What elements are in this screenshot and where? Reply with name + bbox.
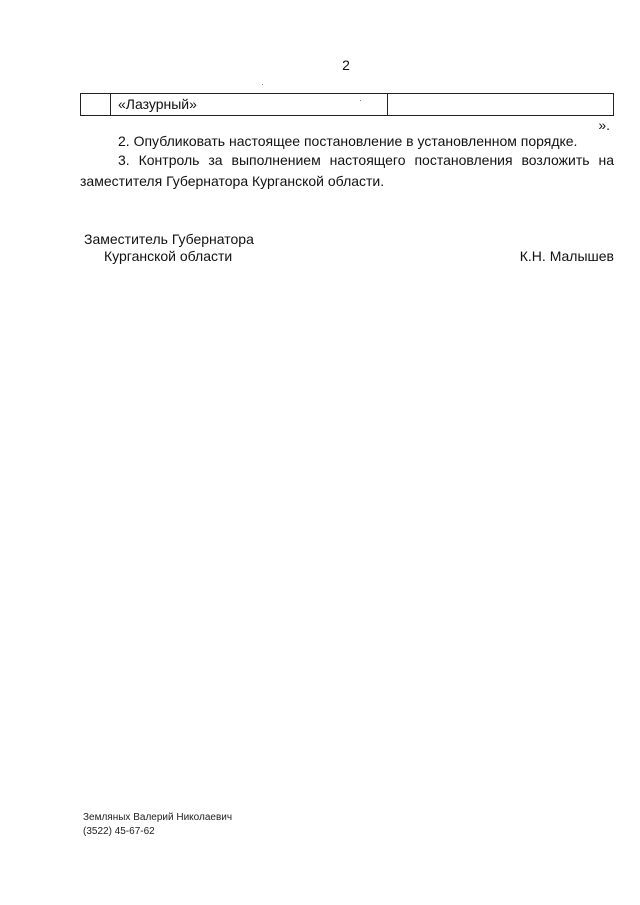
- table-cell-name: «Лазурный»: [111, 94, 388, 115]
- signature-title-line2: Курганской области: [104, 248, 233, 264]
- signature-title: [84, 231, 254, 265]
- closing-quote: ».: [598, 117, 610, 133]
- table-cell-number: [81, 94, 111, 115]
- paragraph-item-3: 3. Контроль за выполнением настоящего постановления возложить на заместителя Губернатора Курганской области.: [80, 152, 614, 189]
- executor-info: [83, 811, 232, 839]
- scan-speck: [360, 100, 361, 101]
- scan-speck: [262, 84, 263, 85]
- table-row: [80, 93, 614, 116]
- signature-name: К.Н. Малышев: [519, 248, 614, 264]
- page-number: 2: [342, 57, 350, 73]
- executor-phone: (3522) 45-67-62: [83, 826, 155, 837]
- signature-title-line1: Заместитель Губернатора: [84, 231, 254, 247]
- table-cell-extra: [388, 94, 613, 115]
- executor-name: Земляных Валерий Николаевич: [83, 812, 233, 823]
- paragraph-item-2: 2. Опубликовать настоящее постановление в установленном порядке.: [118, 133, 578, 149]
